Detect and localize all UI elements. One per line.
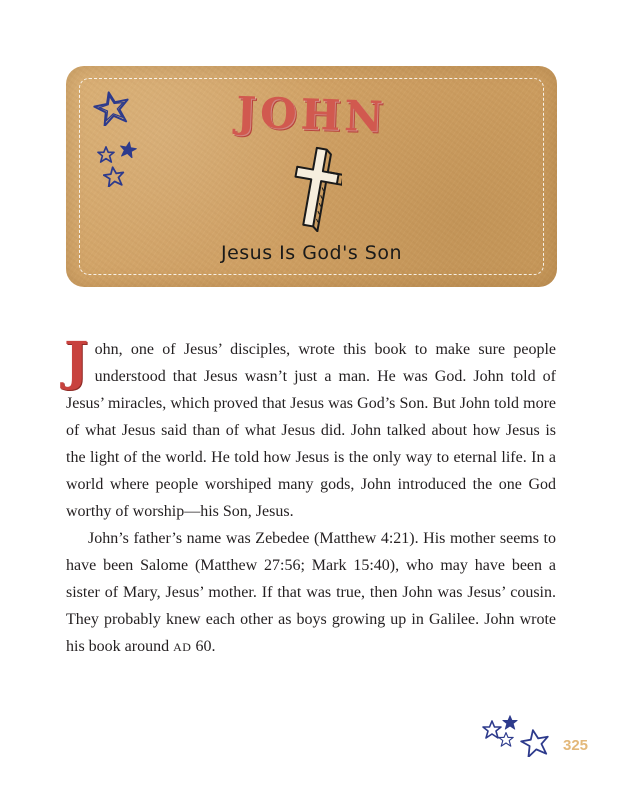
footer-stars-icon [480, 713, 558, 757]
paragraph-2 [66, 525, 556, 661]
book-title: JOHN [235, 87, 388, 142]
paragraph-1 [64, 331, 556, 525]
drop-cap: J [64, 331, 89, 392]
chapter-subtitle: Jesus Is God's Son [220, 242, 402, 264]
star-icon [119, 141, 137, 158]
chapter-banner [66, 66, 557, 287]
cross-icon [286, 142, 342, 232]
star-icon [97, 146, 115, 163]
paragraph-2-text: John’s father’s name was Zebedee (Matthew 4:21). His mother seems to have been Salome (Matthew 27:56; Mark 15:40), who may have been a sister of Mary, Jesus’ mother. If that was true, then John was Jesus’ cousin. They probably knew each other as boys growing up in Galilee. John wrote his book around [66, 530, 556, 655]
star-icon [103, 166, 125, 187]
body-text [64, 331, 556, 661]
paragraph-1-text: ohn, one of Jesus’ disciples, wrote this book to make sure people understood that Jesus wasn’t just a man. He was God. John told of Jesus’ miracles, which proved that Jesus was God’s Son. But John told more of what Jesus said than of what Jesus did. John talked about how Jesus is the light of the world. He told how Jesus is the only way to eternal life. In a world where people worshiped many gods, John introduced the one God worthy of worship—his Son, Jesus. [66, 341, 556, 520]
page-number: 325 [563, 737, 589, 754]
era-label: AD [173, 640, 192, 654]
year-text: 60. [195, 638, 216, 655]
